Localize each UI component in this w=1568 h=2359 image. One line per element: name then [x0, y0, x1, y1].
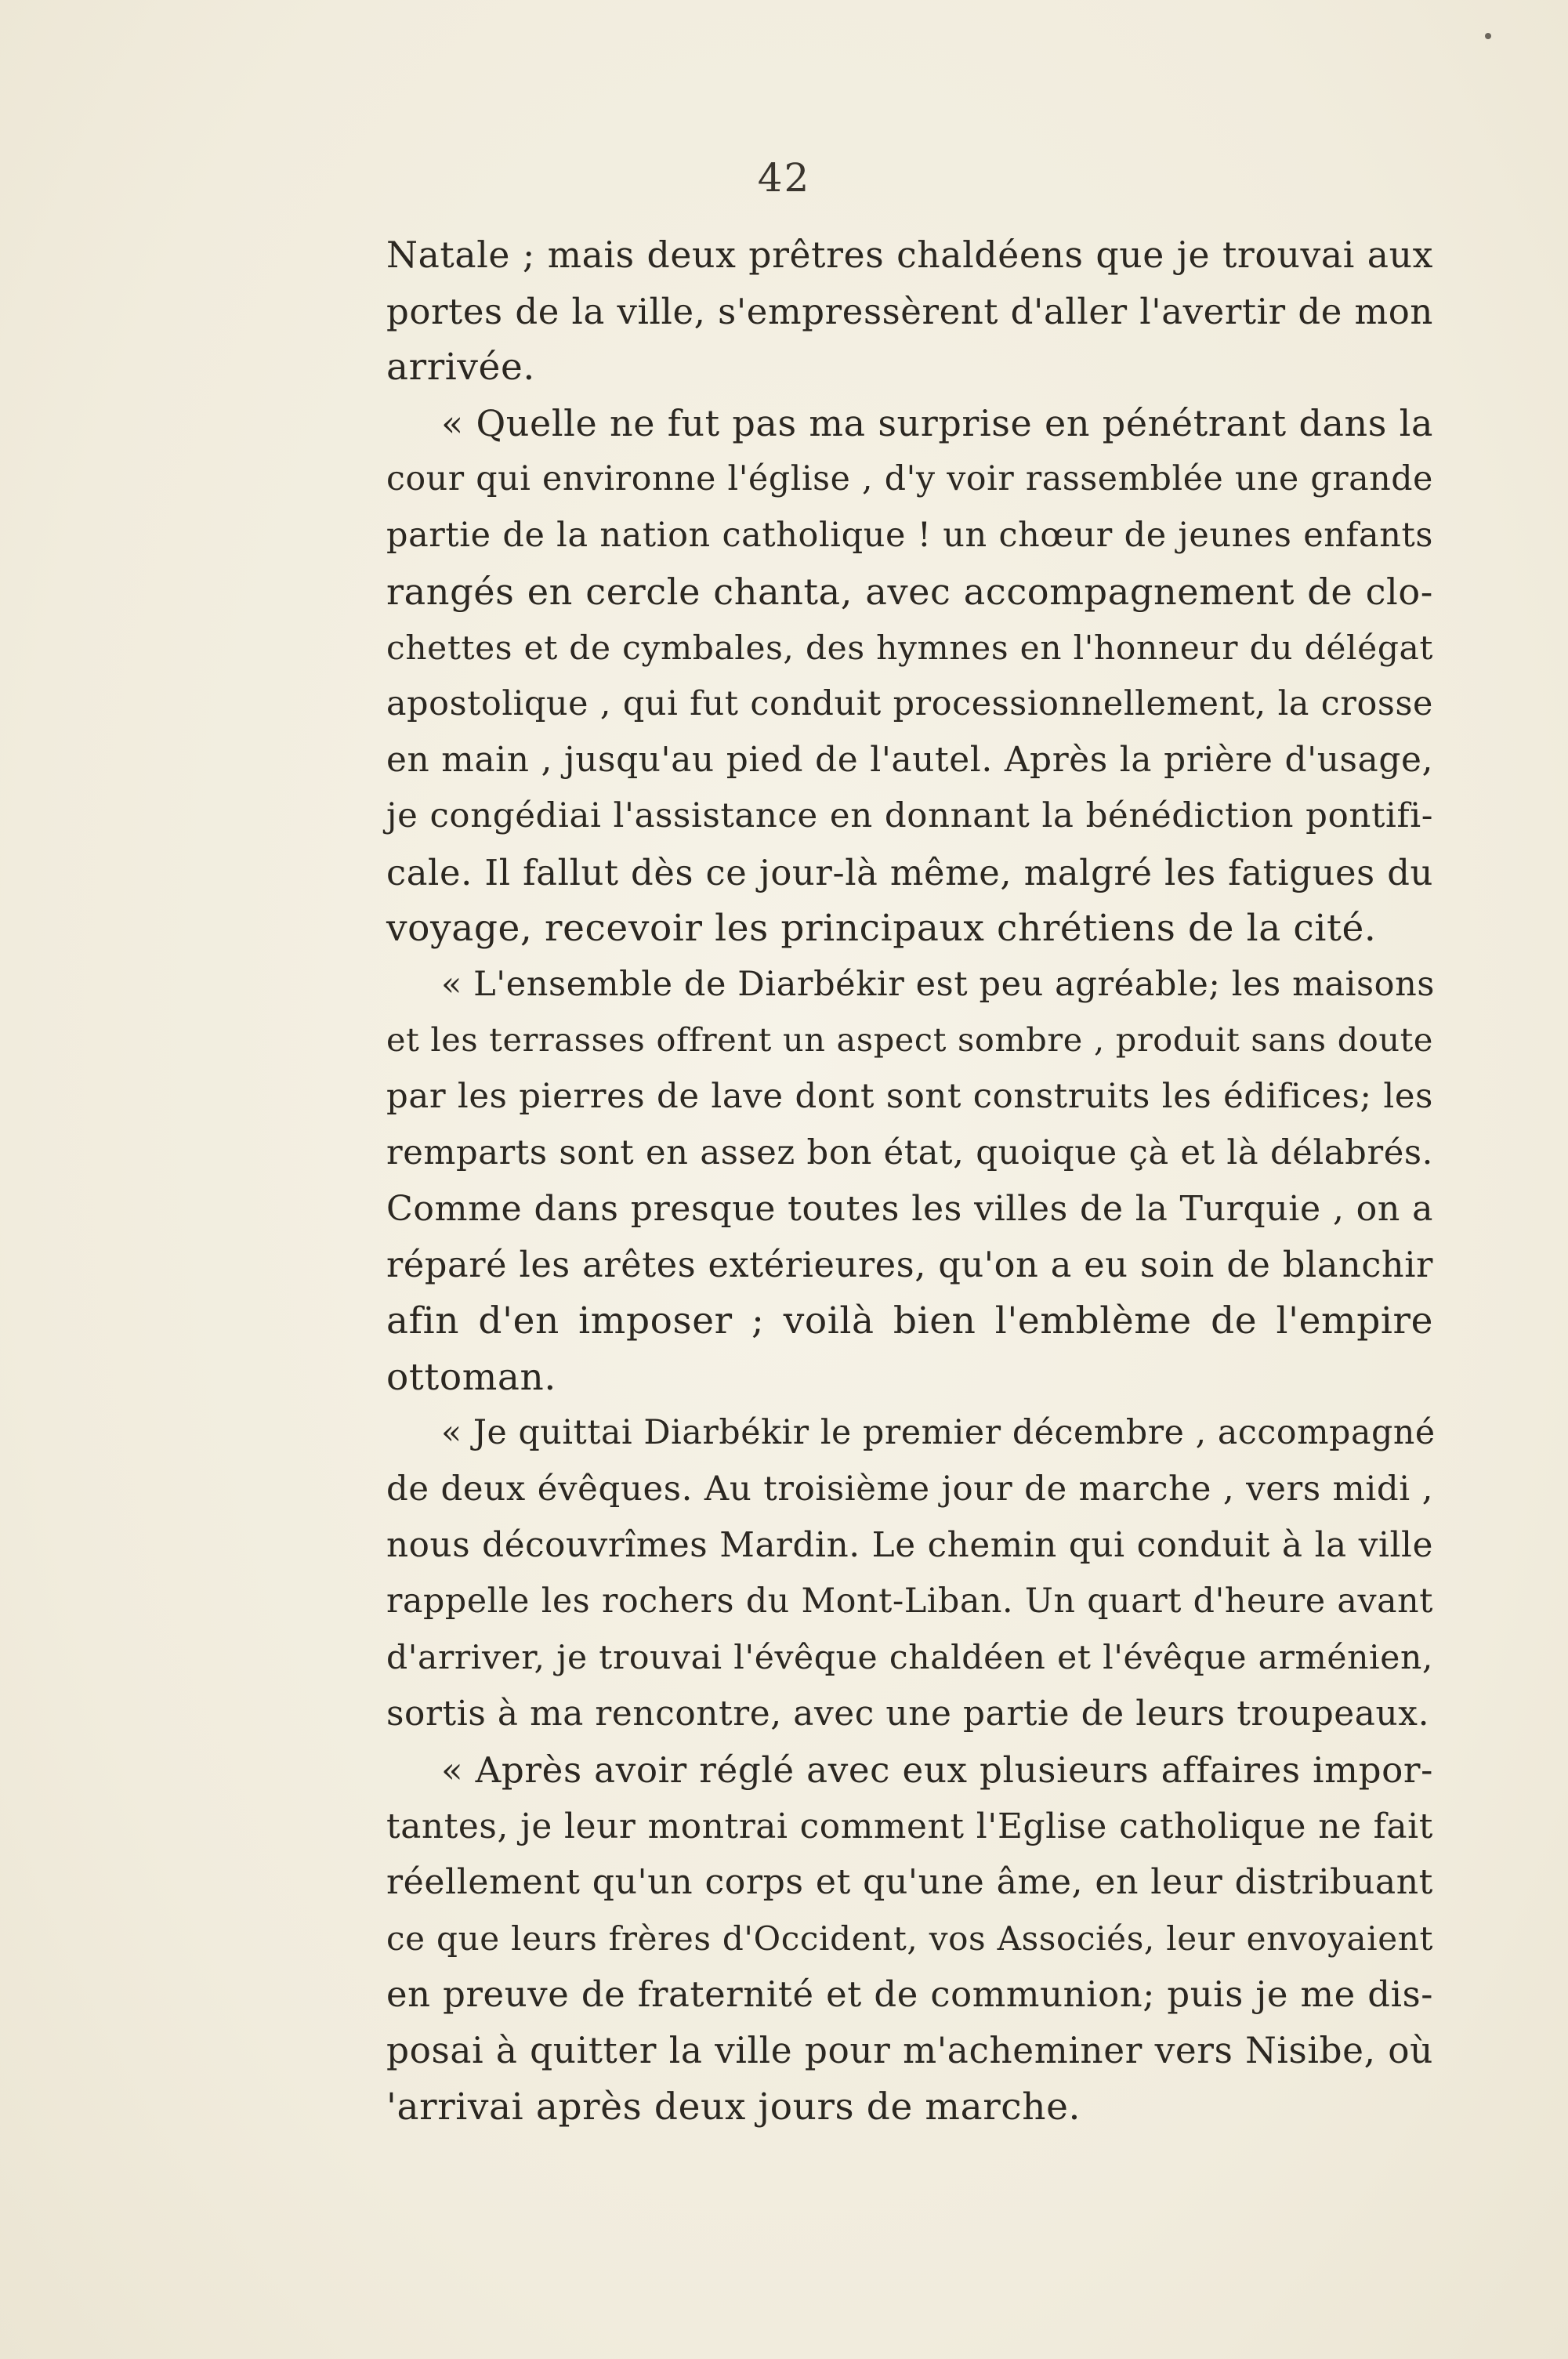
body-text — [386, 227, 1436, 2135]
paragraph-start-line: « L'ensemble de Diarbékir est peu agréable; les maisons — [441, 964, 1436, 1004]
text-line: Natale ; mais deux prêtres chaldéens que je trouvai aux — [386, 234, 1433, 276]
text-line: rangés en cercle chanta, avec accompagnement de clo- — [386, 570, 1433, 613]
text-line: portes de la ville, s'empressèrent d'aller l'avertir de mon — [386, 290, 1433, 332]
text-line: apostolique , qui fut conduit processionnellement, la crosse — [386, 683, 1433, 723]
text-line: cour qui environne l'église , d'y voir rassemblée une grande — [386, 459, 1433, 499]
paragraph-start-line: « Quelle ne fut pas ma surprise en pénétrant dans la — [441, 401, 1433, 444]
text-line: voyage, recevoir les principaux chrétiens de la cité. — [386, 907, 1377, 951]
text-line: et les terrasses offrent un aspect sombre , produit sans doute — [386, 1021, 1433, 1060]
text-line: afin d'en imposer ; voilà bien l'emblème de l'empire — [386, 1299, 1433, 1343]
text-line: Comme dans presque toutes les villes de la Turquie , on a — [386, 1189, 1433, 1230]
text-line: ottoman. — [386, 1355, 556, 1399]
text-line: chettes et de cymbales, des hymnes en l'honneur du délégat — [386, 629, 1433, 668]
text-line: en main , jusqu'au pied de l'autel. Après la prière d'usage, — [386, 740, 1433, 781]
page-number: 42 — [757, 155, 811, 201]
text-line: je congédiai l'assistance en donnant la bénédiction pontifi- — [386, 795, 1433, 835]
text-line: d'arriver, je trouvai l'évêque chaldéen et l'évêque arménien, — [386, 1638, 1433, 1677]
text-line: sortis à ma rencontre, avec une partie de leurs troupeaux. — [386, 1694, 1430, 1734]
text-line: nous découvrîmes Mardin. Le chemin qui conduit à la ville — [386, 1525, 1433, 1565]
paragraph-start-line: « Je quittai Diarbékir le premier décembre , accompagné — [441, 1413, 1436, 1453]
text-line: partie de la nation catholique ! un chœur de jeunes enfants — [386, 515, 1433, 555]
text-line: tantes, je leur montrai comment l'Eglise catholique ne fait — [386, 1806, 1433, 1846]
text-line: de deux évêques. Au troisième jour de marche , vers midi , — [386, 1469, 1433, 1509]
paragraph-start-line: « Après avoir réglé avec eux plusieurs affaires impor- — [441, 1749, 1433, 1792]
text-line: remparts sont en assez bon état, quoique çà et là délabrés. — [386, 1132, 1433, 1172]
text-line: ce que leurs frères d'Occident, vos Associés, leur envoyaient — [386, 1919, 1433, 1958]
text-line: réparé les arêtes extérieures, qu'on a eu soin de blanchir — [386, 1244, 1433, 1285]
text-line: réellement qu'un corps et qu'une âme, en leur distribuant — [386, 1862, 1433, 1903]
text-line: rappelle les rochers du Mont-Liban. Un quart d'heure avant — [386, 1582, 1433, 1622]
text-line: 'arrivai après deux jours de marche. — [386, 2085, 1081, 2129]
text-line: cale. Il fallut dès ce jour-là même, malgré les fatigues du — [386, 851, 1433, 893]
text-line: en preuve de fraternité et de communion; puis je me dis- — [386, 1973, 1433, 2016]
text-line: posai à quitter la ville pour m'acheminer vers Nisibe, où — [386, 2030, 1433, 2071]
text-line: arrivée. — [386, 346, 535, 390]
corner-speck — [1485, 33, 1491, 39]
text-line: par les pierres de lave dont sont construits les édifices; les — [386, 1076, 1433, 1116]
